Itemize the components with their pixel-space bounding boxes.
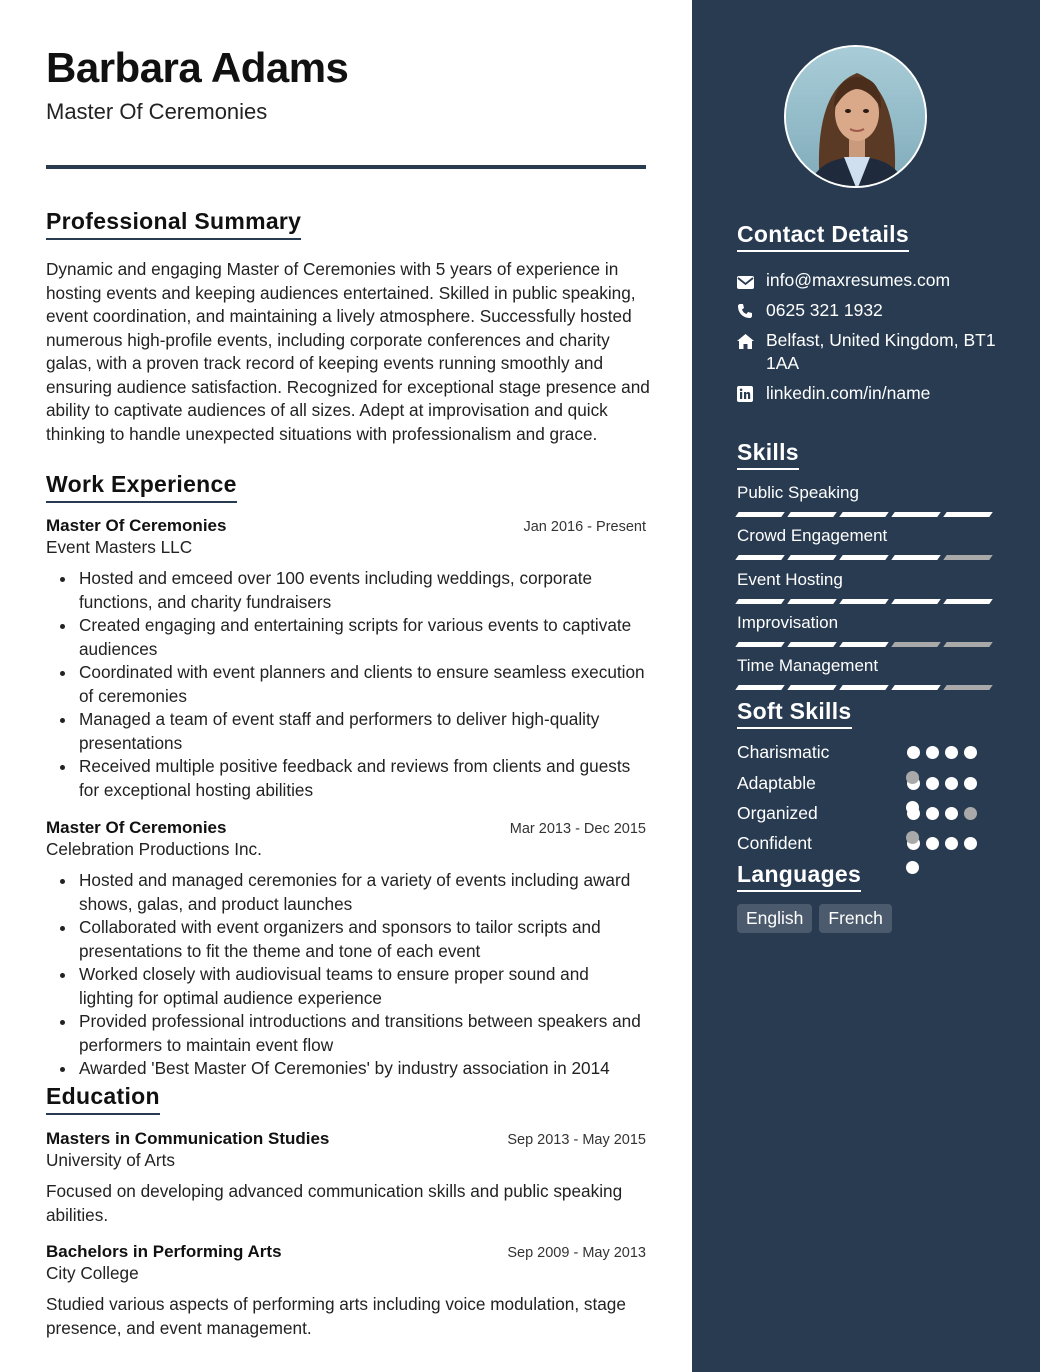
rating-dot [906, 831, 919, 844]
skill-bar-segment [891, 685, 941, 690]
list-item: Received multiple positive feedback and reviews from clients and guests for exceptional hosting abilities [46, 755, 646, 802]
soft-skills-heading: Soft Skills [737, 698, 852, 729]
skill-item [737, 570, 997, 604]
list-item: Collaborated with event organizers and sponsors to tailor scripts and presentations to fit the theme and tone of each event [46, 916, 646, 963]
profile-photo [784, 45, 927, 188]
rating-dot [945, 777, 958, 790]
soft-skill-item [737, 742, 997, 764]
skill-level-bar [737, 642, 997, 647]
rating-dot [964, 777, 977, 790]
skill-label: Crowd Engagement [737, 526, 888, 545]
skill-item [737, 483, 997, 517]
education-dates: Sep 2009 - May 2013 [507, 1245, 646, 1261]
list-item: Hosted and emceed over 100 events including weddings, corporate functions, and charity fundraisers [46, 567, 646, 614]
linkedin-text: linkedin.com/in/name [766, 383, 931, 403]
contact-phone[interactable] [737, 299, 1007, 325]
job-company: Celebration Productions Inc. [46, 839, 262, 859]
skill-bar-segment [735, 642, 785, 647]
skill-item [737, 526, 997, 560]
soft-skill-rating [907, 746, 977, 759]
envelope-icon [737, 269, 766, 295]
home-icon [737, 329, 766, 355]
education-entry [46, 1242, 646, 1340]
education-description: Studied various aspects of performing arts including voice modulation, stage presence, and event management. [46, 1294, 626, 1338]
rating-dot [906, 801, 919, 814]
languages-list [737, 904, 892, 933]
skill-label: Public Speaking [737, 483, 859, 502]
rating-dot [926, 746, 939, 759]
rating-dot [926, 777, 939, 790]
skill-bar-segment [943, 642, 993, 647]
candidate-name: Barbara Adams [46, 44, 349, 91]
soft-skill-item [737, 833, 997, 855]
job-bullets [46, 869, 646, 1081]
skill-bar-segment [839, 685, 889, 690]
skill-bar-segment [839, 512, 889, 517]
skill-bar-segment [943, 555, 993, 560]
skill-bar-segment [839, 555, 889, 560]
school-name: University of Arts [46, 1150, 175, 1170]
list-item: Managed a team of event staff and performers to deliver high-quality presentations [46, 708, 646, 755]
skill-item [737, 613, 997, 647]
soft-skill-label: Confident [737, 833, 812, 853]
skill-bar-segment [943, 512, 993, 517]
skill-bar-segment [787, 685, 837, 690]
skill-bar-segment [943, 599, 993, 604]
rating-dot [907, 746, 920, 759]
list-item: Provided professional introductions and transitions between speakers and performers to maintain event flow [46, 1010, 646, 1057]
skill-item [737, 656, 997, 690]
skill-level-bar [737, 599, 997, 604]
education-heading: Education [46, 1083, 160, 1115]
address-text: Belfast, United Kingdom, BT1 1AA [766, 330, 996, 373]
portrait-illustration [786, 47, 927, 188]
skill-label: Improvisation [737, 613, 839, 632]
language-chip: English [737, 904, 812, 933]
language-chip: French [819, 904, 891, 933]
rating-dot [964, 807, 977, 820]
soft-skill-item [737, 773, 997, 795]
skill-bar-segment [735, 512, 785, 517]
rating-dot [926, 807, 939, 820]
skill-bar-segment [787, 512, 837, 517]
education-description: Focused on developing advanced communication skills and public speaking abilities. [46, 1181, 623, 1225]
skill-bar-segment [891, 555, 941, 560]
soft-skill-label: Charismatic [737, 742, 830, 762]
job-dates: Jan 2016 - Present [523, 519, 646, 535]
rating-dot [964, 837, 977, 850]
rating-dot [964, 746, 977, 759]
skill-level-bar [737, 512, 997, 517]
job-title: Master Of Ceremonies [46, 818, 227, 837]
skill-level-bar [737, 685, 997, 690]
rating-dot [945, 746, 958, 759]
phone-icon [737, 299, 766, 325]
rating-dot [906, 771, 919, 784]
skill-bar-segment [839, 599, 889, 604]
languages-heading: Languages [737, 861, 861, 892]
skill-label: Event Hosting [737, 570, 843, 589]
job-entry [46, 516, 646, 802]
contact-linkedin[interactable] [737, 382, 1007, 408]
list-item: Hosted and managed ceremonies for a variety of events including award shows, galas, and product launches [46, 869, 646, 916]
skill-bar-segment [787, 642, 837, 647]
skill-bar-segment [735, 555, 785, 560]
skills-heading: Skills [737, 439, 799, 470]
list-item: Worked closely with audiovisual teams to ensure proper sound and lighting for optimal audience experience [46, 963, 646, 1010]
skill-bar-segment [787, 599, 837, 604]
list-item: Coordinated with event planners and clients to ensure seamless execution of ceremonies [46, 661, 646, 708]
rating-dot [945, 837, 958, 850]
rating-dot [906, 861, 919, 874]
degree-title: Bachelors in Performing Arts [46, 1242, 282, 1261]
job-entry [46, 818, 646, 1081]
soft-skill-label: Adaptable [737, 773, 816, 793]
rating-dot [945, 807, 958, 820]
contact-heading: Contact Details [737, 221, 909, 252]
linkedin-icon [737, 382, 766, 408]
skill-bar-segment [735, 685, 785, 690]
rating-dot [926, 837, 939, 850]
job-bullets [46, 567, 646, 802]
skill-label: Time Management [737, 656, 879, 675]
skill-bar-segment [839, 642, 889, 647]
job-company: Event Masters LLC [46, 537, 193, 557]
skill-bar-segment [735, 599, 785, 604]
candidate-title: Master Of Ceremonies [46, 99, 268, 124]
contact-email[interactable] [737, 269, 1007, 295]
soft-skill-item [737, 803, 997, 825]
skill-bar-segment [787, 555, 837, 560]
phone-text: 0625 321 1932 [766, 300, 883, 320]
summary-text: Dynamic and engaging Master of Ceremonies with 5 years of experience in hosting events and keeping audiences entertained. Skilled in public speaking, event coordination, and maintaining a lively atmosphere. Successfully hosted numerous high-profile events, including corporate conferences and charity galas, with a proven track record of keeping events running smoothly and ensuring audience satisfaction. Recognized for exceptional stage presence and ability to captivate audiences of all sizes. Adept at improvisation and quick thinking to handle unexpected situations with professionalism and grace. [46, 259, 650, 444]
school-name: City College [46, 1263, 139, 1283]
skill-bar-segment [943, 685, 993, 690]
experience-heading: Work Experience [46, 471, 237, 503]
email-text: info@maxresumes.com [766, 270, 951, 290]
skill-bar-segment [891, 512, 941, 517]
education-entry [46, 1129, 646, 1227]
list-item: Created engaging and entertaining scripts for various events to captivate audiences [46, 614, 646, 661]
education-dates: Sep 2013 - May 2015 [507, 1132, 646, 1148]
list-item: Awarded 'Best Master Of Ceremonies' by industry association in 2014 [46, 1057, 646, 1081]
skill-bar-segment [891, 599, 941, 604]
summary-heading: Professional Summary [46, 208, 301, 240]
skill-level-bar [737, 555, 997, 560]
job-title: Master Of Ceremonies [46, 516, 227, 535]
header-divider [46, 165, 646, 169]
skill-bar-segment [891, 642, 941, 647]
soft-skill-label: Organized [737, 803, 818, 823]
job-dates: Mar 2013 - Dec 2015 [509, 821, 646, 837]
degree-title: Masters in Communication Studies [46, 1129, 330, 1148]
contact-address [737, 329, 1007, 375]
